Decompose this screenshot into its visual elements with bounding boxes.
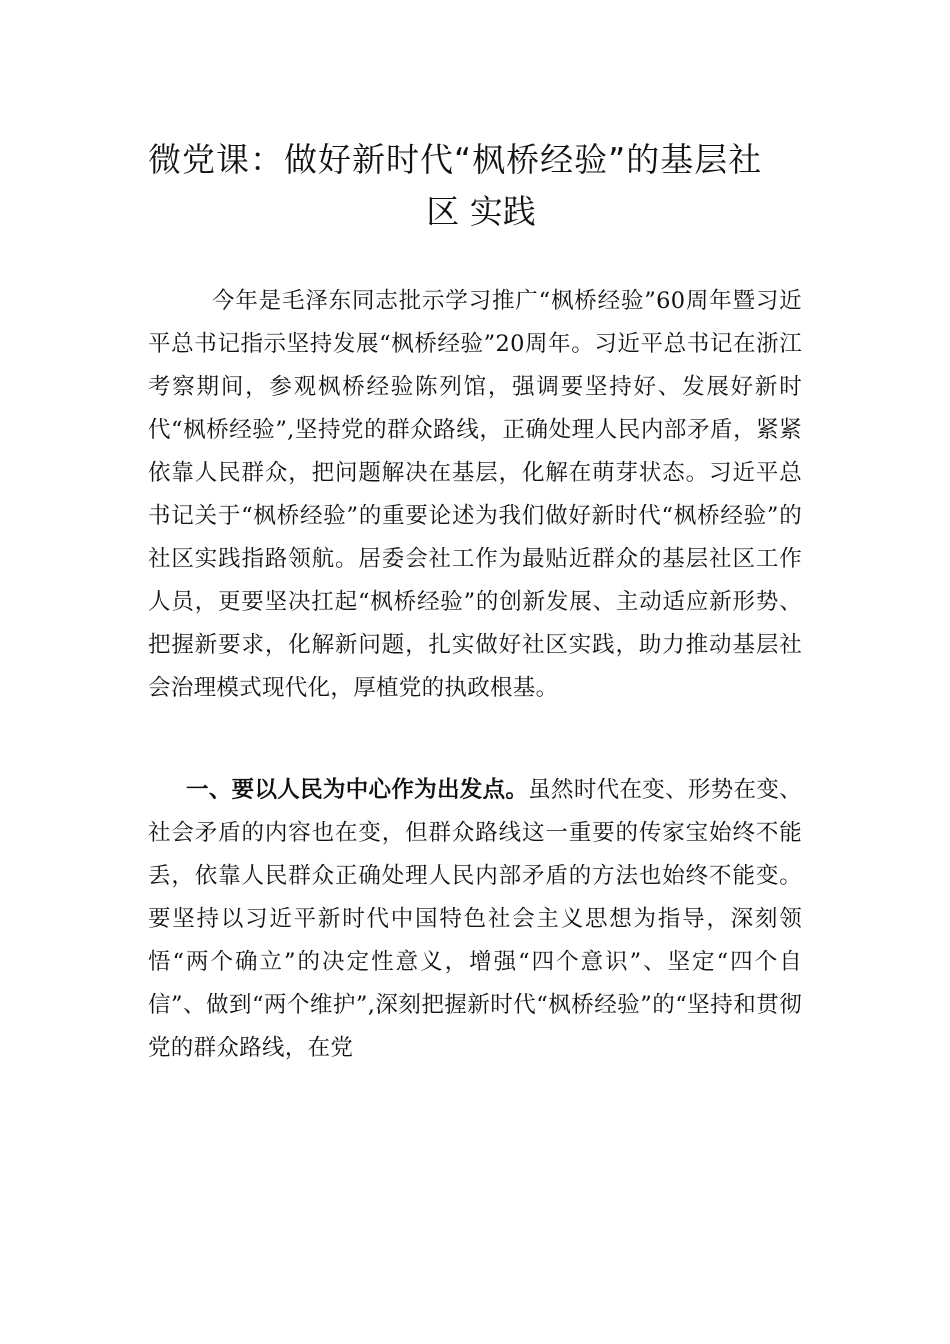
intro-paragraph: 今年是毛泽东同志批示学习推广“枫桥经验”60周年暨习近平总书记指示坚持发展“枫桥经验”20周年。习近平总书记在浙江考察期间，参观枫桥经验陈列馆，强调要坚持好、发展好新时代“枫桥经验”,坚持党的群众路线，正确处理人民内部矛盾，紧紧依靠人民群众，把问题解决在基层，化解在萌芽状态。习近平总书记关于“枫桥经验”的重要论述为我们做好新时代“枫桥经验”的社区实践指路领航。居委会社工作为最贴近群众的基层社区工作人员，更要坚决扛起“枫桥经验”的创新发展、主动适应新形势、把握新要求，化解新问题，扎实做好社区实践，助力推动基层社会治理模式现代化，厚植党的执政根基。 bbox=[148, 288, 802, 701]
section-one-body: 虽然时代在变、形势在变、社会矛盾的内容也在变，但群众路线这一重要的传家宝始终不能丢，依靠人民群众正确处理人民内部矛盾的方法也始终不能变。要坚持以习近平新时代中国特色社会主义思想为指导，深刻领悟“两个确立”的决定性意义，增强“四个意识”、坚定“四个自信”、做到“两个维护”,深刻把握新时代“枫桥经验”的“坚持和贯彻党的群众路线，在党 bbox=[148, 777, 802, 1061]
section-one-heading: 一、要以人民为中心作为出发点。 bbox=[186, 777, 529, 803]
title-line-2: 区 实践 bbox=[426, 192, 536, 231]
section-one-paragraph bbox=[148, 769, 802, 1070]
title-line-1: 微党课：做好新时代“枫桥经验”的基层社 bbox=[148, 140, 763, 179]
document-title bbox=[148, 134, 802, 238]
